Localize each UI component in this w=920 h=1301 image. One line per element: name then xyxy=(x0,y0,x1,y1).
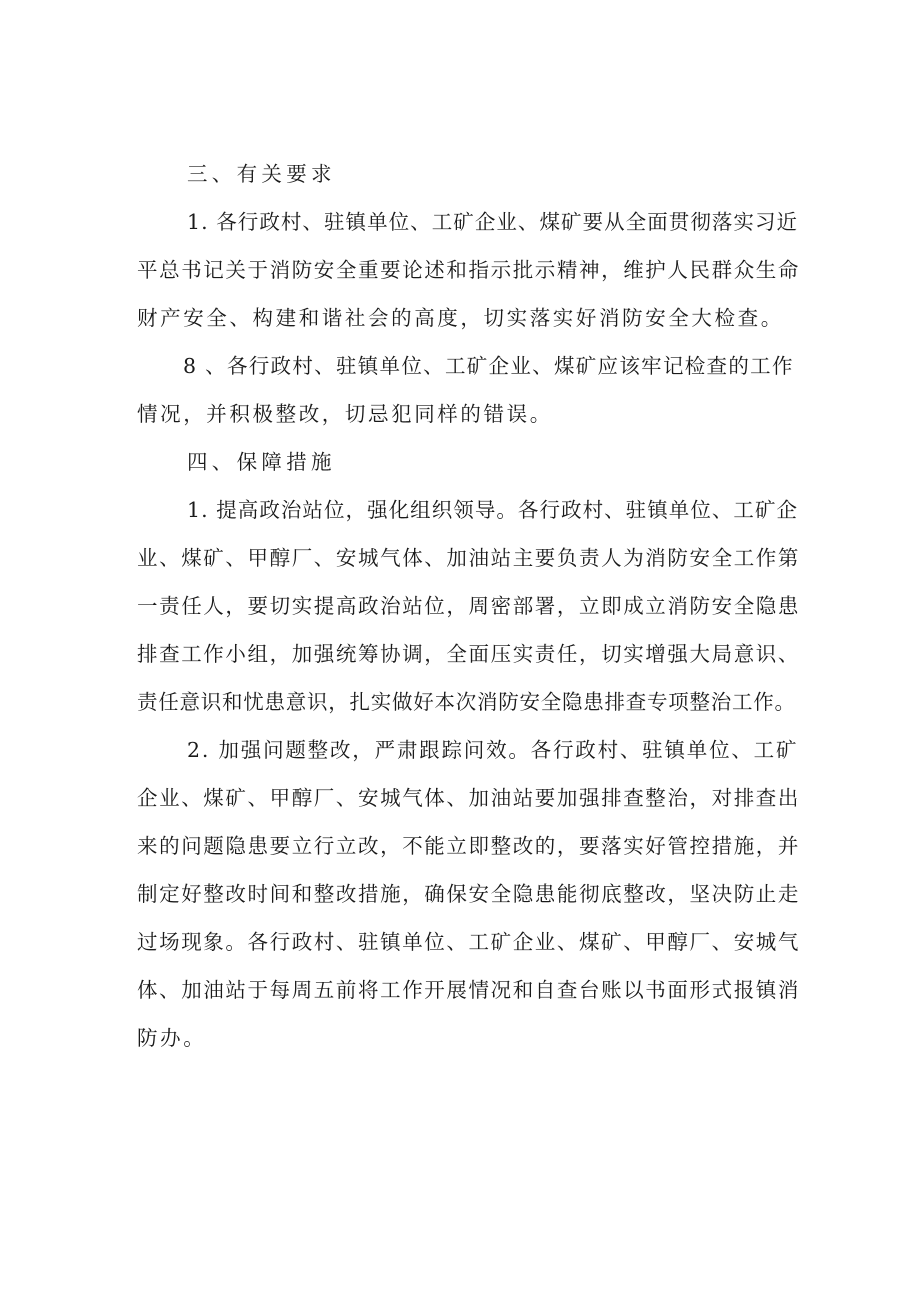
section-heading-3: 三、有关要求 xyxy=(187,162,336,186)
paragraph-line: 一责任人，要切实提高政治站位，周密部署，立即成立消防安全隐患 xyxy=(137,594,800,618)
section-heading-4: 四、保障措施 xyxy=(187,450,336,474)
paragraph-line: 制定好整改时间和整改措施，确保安全隐患能彻底整改，坚决防止走 xyxy=(137,882,800,906)
paragraph-line: 2. 加强问题整改，严肃跟踪问效。各行政村、驻镇单位、工矿 xyxy=(187,738,799,762)
paragraph-line: 1. 各行政村、驻镇单位、工矿企业、煤矿要从全面贯彻落实习近 xyxy=(187,210,799,234)
paragraph-line: 体、加油站于每周五前将工作开展情况和自查台账以书面形式报镇消 xyxy=(137,978,800,1002)
paragraph-line: 排查工作小组，加强统筹协调，全面压实责任，切实增强大局意识、 xyxy=(137,642,800,666)
paragraph-line: 业、煤矿、甲醇厂、安城气体、加油站主要负责人为消防安全工作第 xyxy=(137,546,800,570)
paragraph-line: 8 、各行政村、驻镇单位、工矿企业、煤矿应该牢记检查的工作 xyxy=(183,354,794,378)
paragraph-line: 责任意识和忧患意识，扎实做好本次消防安全隐患排查专项整治工作。 xyxy=(137,690,796,714)
paragraph-line: 平总书记关于消防安全重要论述和指示批示精神，维护人民群众生命 xyxy=(137,258,800,282)
paragraph-line: 1. 提高政治站位，强化组织领导。各行政村、驻镇单位、工矿企 xyxy=(187,498,799,522)
paragraph-line: 来的问题隐患要立行立改，不能立即整改的，要落实好管控措施，并 xyxy=(137,834,800,858)
paragraph-line: 企业、煤矿、甲醇厂、安城气体、加油站要加强排查整治，对排查出 xyxy=(137,786,800,810)
paragraph-line: 过场现象。各行政村、驻镇单位、工矿企业、煤矿、甲醇厂、安城气 xyxy=(137,930,800,954)
paragraph-line: 财产安全、构建和谐社会的高度，切实落实好消防安全大检查。 xyxy=(137,306,784,330)
paragraph-line: 防办。 xyxy=(137,1026,207,1050)
paragraph-line: 情况，并积极整改，切忌犯同样的错误。 xyxy=(137,402,553,426)
